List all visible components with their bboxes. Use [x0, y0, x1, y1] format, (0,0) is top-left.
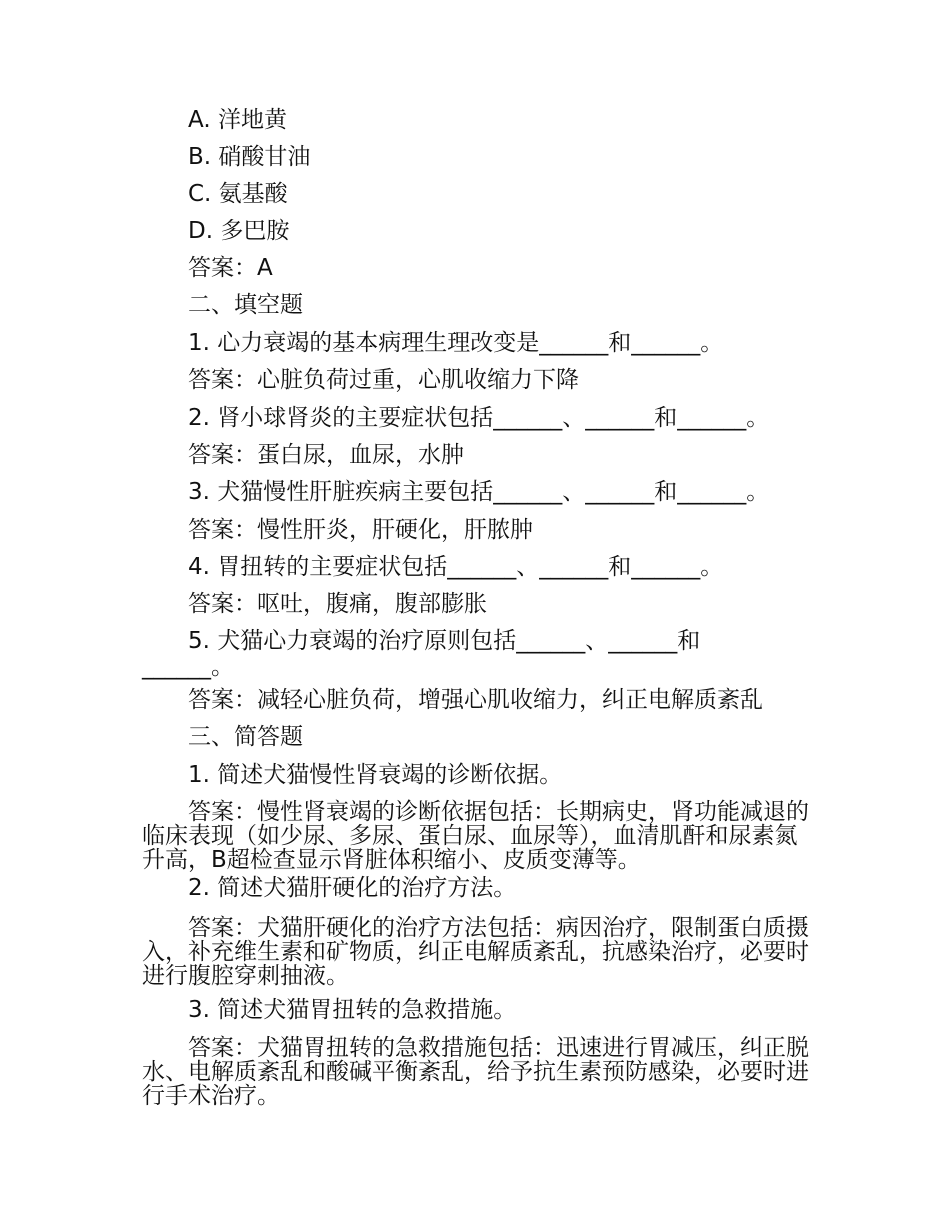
fill-answer-4: 答案：呕吐，腹痛，腹部膨胀	[188, 591, 487, 617]
short-answer-3: 答案：犬猫胃扭转的急救措施包括：迅速进行胃减压，纠正脱水、电解质紊乱和酸碱平衡紊乱，给予抗生素预防感染，必要时进行手术治疗。	[142, 1035, 809, 1109]
short-answer-2: 答案：犬猫肝硬化的治疗方法包括：病因治疗，限制蛋白质摄入，补充维生素和矿物质，纠正电解质紊乱，抗感染治疗，必要时进行腹腔穿刺抽液。	[142, 915, 809, 989]
fill-answer-5: 答案：减轻心脏负荷，增强心肌收缩力，纠正电解质紊乱	[188, 687, 763, 713]
fill-question-3: 3. 犬猫慢性肝脏疾病主要包括______、______和______。	[188, 479, 770, 505]
short-question-3: 3. 简述犬猫胃扭转的急救措施。	[188, 997, 517, 1023]
fill-answer-1: 答案：心脏负荷过重，心肌收缩力下降	[188, 367, 579, 393]
short-question-2: 2. 简述犬猫肝硬化的治疗方法。	[188, 875, 517, 901]
fill-question-4: 4. 胃扭转的主要症状包括______、______和______。	[188, 554, 724, 580]
short-question-1: 1. 简述犬猫慢性肾衰竭的诊断依据。	[188, 762, 563, 788]
option-c: C. 氨基酸	[188, 181, 288, 207]
answer-text: 答案：A	[188, 255, 273, 281]
fill-question-5: 5. 犬猫心力衰竭的治疗原则包括______、______和	[188, 628, 701, 654]
option-b: B. 硝酸甘油	[188, 144, 311, 170]
option-d: D. 多巴胺	[188, 218, 290, 244]
fill-question-2: 2. 肾小球肾炎的主要症状包括______、______和______。	[188, 405, 770, 431]
fill-answer-2: 答案：蛋白尿，血尿，水肿	[188, 442, 464, 468]
fill-question-1: 1. 心力衰竭的基本病理生理改变是______和______。	[188, 330, 724, 356]
short-answer-1: 答案：慢性肾衰竭的诊断依据包括：长期病史，肾功能减退的临床表现（如少尿、多尿、蛋白尿、血尿等），血清肌酐和尿素氮升高，B超检查显示肾脏体积缩小、皮质变薄等。	[142, 799, 809, 873]
fill-question-5-continued: ______。	[142, 654, 234, 680]
fill-answer-3: 答案：慢性肝炎，肝硬化，肝脓肿	[188, 517, 533, 543]
option-a: A. 洋地黄	[188, 107, 287, 133]
section-heading-fill: 二、填空题	[188, 292, 303, 318]
section-heading-short: 三、简答题	[188, 724, 303, 750]
